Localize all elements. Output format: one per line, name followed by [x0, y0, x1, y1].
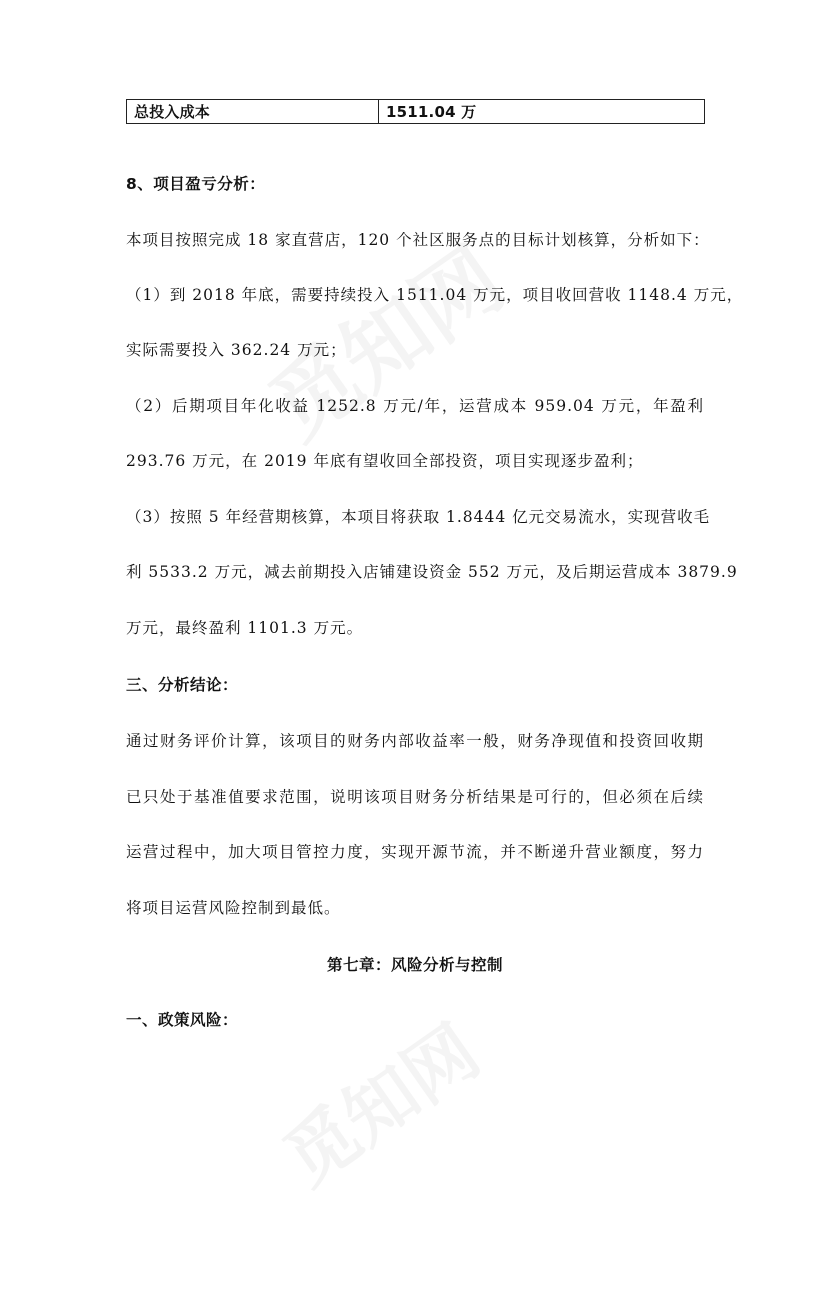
total-cost-value: 1511.04 万 [386, 103, 477, 121]
item-3-line-1: （3）按照 5 年经营期核算，本项目将获取 1.8444 亿元交易流水，实现营收毛 [126, 508, 711, 526]
item-3-line-2: 利 5533.2 万元，减去前期投入店铺建设资金 552 万元，及后期运营成本 3879.9 [126, 563, 738, 581]
total-cost-label: 总投入成本 [127, 100, 379, 123]
total-cost-table [126, 99, 705, 124]
item-1-line-2: 实际需要投入 362.24 万元； [126, 341, 347, 359]
watermark-bottom [267, 1007, 573, 1313]
item-1-line-1: （1）到 2018 年底，需要持续投入 1511.04 万元，项目收回营收 1148.4 万元， [126, 286, 744, 304]
item-2-line-2: 293.76 万元，在 2019 年底有望收回全部投资，项目实现逐步盈利； [126, 452, 644, 470]
item-2-line-1: （2）后期项目年化收益 1252.8 万元/年，运营成本 959.04 万元，年盈利 [126, 397, 704, 415]
conclusion-line-1: 通过财务评价计算，该项目的财务内部收益率一般，财务净现值和投资回收期 [126, 732, 704, 750]
conclusion-line-2: 已只处于基准值要求范围，说明该项目财务分析结果是可行的，但必须在后续 [126, 788, 704, 806]
policy-risk-heading: 一、政策风险： [126, 1011, 239, 1029]
section-8-heading: 8、项目盈亏分析： [126, 175, 266, 193]
section-8-intro: 本项目按照完成 18 家直营店，120 个社区服务点的目标计划核算，分析如下： [126, 231, 710, 249]
item-3-line-3: 万元，最终盈利 1101.3 万元。 [126, 619, 364, 637]
chapter-7-title: 第七章：风险分析与控制 [326, 956, 503, 974]
conclusion-line-3: 运营过程中，加大项目管控力度，实现开源节流，并不断递升营业额度，努力 [126, 843, 704, 861]
section-3-heading: 三、分析结论： [126, 676, 239, 694]
conclusion-line-4: 将项目运营风险控制到最低。 [126, 899, 341, 917]
